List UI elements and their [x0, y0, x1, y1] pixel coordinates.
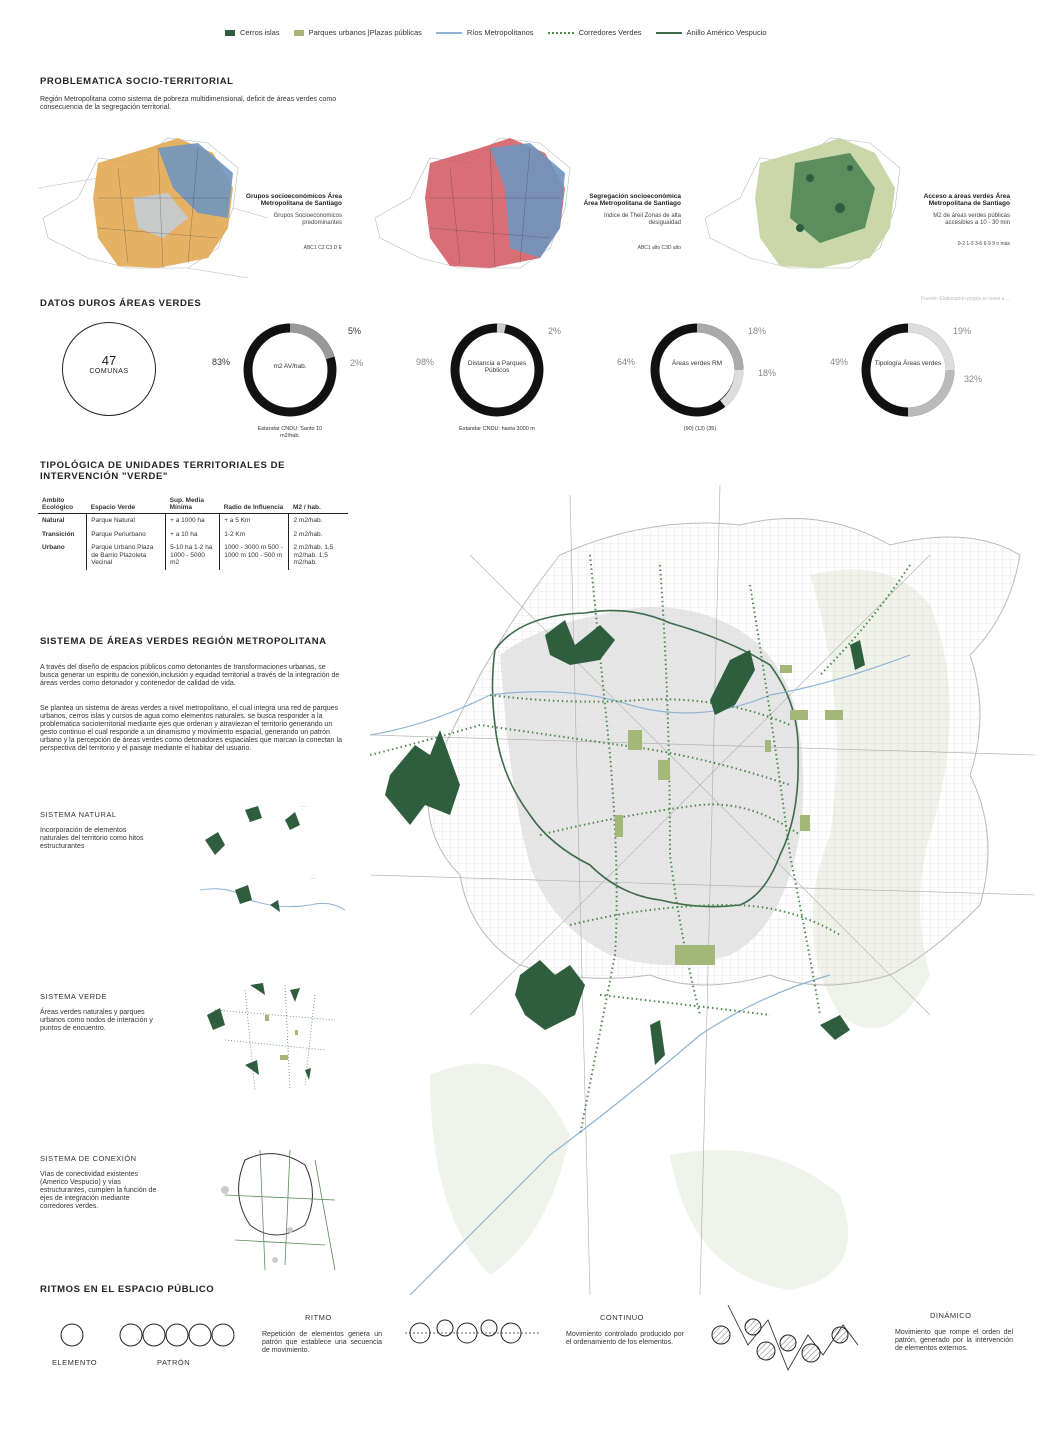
th-radio: Radio de Influencia — [220, 495, 289, 514]
sistema-title: SISTEMA DE ÁREAS VERDES REGIÓN METROPOLITANA — [40, 636, 327, 647]
donut-1-top: 5% — [348, 326, 362, 336]
donut-3-top: 18% — [748, 326, 767, 336]
ritmo-elemento-patron-circles — [55, 1320, 245, 1350]
tipologia-table — [38, 495, 348, 570]
sistema-p2: Se plantea un sistema de áreas verdes a nivel metropolitano, el cual integra una red de parques urbanos, cerros islas y cursos de agua como elementos naturales. se busca responder a la problematica socioterritorial mediante ejes que ordenan y atraviezan el territorio generando un gesto continuo el cual responde a un dinamismo y movimiento espacial, generando un patrón urbano y la percepción de áreas verdes como detonadores espaciales que marcan la conectan la perspectiva del territorio y el paisaje mediante el habitar del usuario. — [40, 705, 342, 752]
donut-m2-av — [240, 320, 340, 420]
ritmo-desc: Repetición de elementos genera un patrón que establece una secuencia de movimiento. — [262, 1331, 382, 1354]
sistema-natural-title: SISTEMA NATURAL — [40, 810, 117, 819]
donut-2-top: 2% — [548, 326, 562, 336]
map-1-legend: ABC1 C2 C3 D E — [303, 245, 342, 251]
donut-1-note: Estandar CNDU: Santo 10 m2/hab. — [257, 426, 323, 439]
ritmo-title: RITMO — [305, 1313, 332, 1322]
dinamico-desc: Movimiento que rompe el orden del patrón, generado por la intervención de elementos externos. — [895, 1329, 1013, 1352]
ritmos-title: RITMOS EN EL ESPACIO PÚBLICO — [40, 1284, 215, 1295]
main-map-region-metropolitana — [370, 455, 1035, 1295]
dinamico-title: DINÁMICO — [930, 1311, 972, 1320]
map-3-legend: 0-2 1-3 3-6 6-9 9 o más — [957, 241, 1010, 247]
donut-1-right: 2% — [350, 358, 364, 368]
donut-3-right: 18% — [758, 368, 777, 378]
th-espacio: Espacio Verde — [87, 495, 166, 514]
datos-source: Fuente: Elaboración propia en base a ... — [921, 296, 1010, 302]
th-m2: M2 / hab. — [289, 495, 348, 514]
svg-text:·····: ····· — [300, 804, 307, 809]
problematica-desc: Región Metropolitana como sistema de pobreza multidimensional, deficit de áreas verdes como consecuencia de la segregación territorial. — [40, 96, 337, 111]
ritmo-patron-label: PATRÓN — [157, 1358, 191, 1367]
donut-2-center: Distancia a Parques Públicos — [467, 360, 527, 374]
legend-item-cerros: Cerros islas — [225, 28, 280, 37]
comunas-circle — [62, 322, 156, 416]
donut-4-right: 32% — [964, 374, 983, 384]
map-legend — [225, 28, 767, 37]
legend-item-parques: Parques urbanos |Plazas públicas — [294, 28, 422, 37]
map-3-sub: M2 de áreas verdes públicas accesibles a 10 - 30 min — [933, 213, 1010, 226]
mini-map-natural — [190, 800, 350, 940]
legend-item-anillo: Anillo Américo Vespucio — [656, 28, 767, 37]
sistema-conexion-desc: Vías de conectividad existentes (Americo Vespucio) y vías estructurantes, cumplen la función de ejes de integración mediante corredores verdes. — [40, 1171, 157, 1210]
mini-map-verde — [195, 980, 345, 1095]
map-2-title: Segregación socioeconómica Área Metropolitana de Santiago — [583, 193, 681, 207]
comunas-number: 47 — [101, 353, 117, 368]
comunas-label: COMUNAS — [89, 368, 129, 375]
donut-4-center: Tipología Áreas verdes — [874, 360, 942, 367]
svg-text:····: ···· — [310, 876, 316, 881]
map-2-sub: Indice de Theil Zonas de alta desigualdad — [604, 213, 681, 226]
sistema-p1: A través del diseño de espacios públicos como detonantes de transformaciones urbanas, se busca generar un espiritu de conexión,inclusión y equidad territorial a través de la integración de áreas verdes como detonador y contenedor de calidad de vida. — [40, 664, 340, 687]
tipologia-title: TIPOLÓGICA DE UNIDADES TERRITORIALES DE INTERVENCIÓN "VERDE" — [40, 460, 286, 482]
table-row: Transición Parque Periurbano + a 10 ha 1-2 Km 2 m2/hab. — [38, 528, 348, 542]
legend-item-corredores: Corredores Verdes — [548, 28, 642, 37]
sistema-natural-desc: Incorporación de elementos naturales del territorio como hitos estructurantes — [40, 827, 144, 850]
donut-2-note: Estandar CNDU: hasta 3000 m — [459, 426, 535, 432]
map-1-title: Grupos socioeconómicos Área Metropolitana de Santiago — [245, 193, 342, 207]
table-row: Urbano Parque Urbano Plaza de Barrio Plazoleta Vecinal 5-10 ha 1-2 ha 1000 - 5000 m2 1000 - 3000 m 500 - 1000 m 100 - 500 m 2 m2/hab. 1,5 m2/hab. 1,5 m2/hab. — [38, 541, 348, 570]
donut-2-left: 98% — [416, 357, 435, 367]
donut-3-center: Áreas verdes RM — [671, 360, 723, 367]
map-1-sub: Grupos Socioeconomicos predominantes — [273, 213, 342, 226]
mini-map-conexion — [205, 1140, 345, 1280]
donut-1-left: 83% — [212, 357, 231, 367]
donut-tipologia — [858, 320, 958, 420]
map-3-title: Acceso a áreas verdes Área Metropolitana de Santiago — [923, 193, 1010, 207]
donut-areas-verdes-rm — [647, 320, 747, 420]
ritmo-dinamico-diagram — [708, 1305, 868, 1375]
ritmo-elemento-label: ELEMENTO — [52, 1358, 98, 1367]
continuo-desc: Movimiento controlado producido por el ordenamiento de los elementos. — [566, 1331, 684, 1346]
problematica-title: PROBLEMATICA SOCIO-TERRITORIAL — [40, 76, 234, 87]
ritmo-continuo-diagram — [405, 1318, 540, 1348]
donut-3-left: 64% — [617, 357, 636, 367]
donut-1-center: m2 AV/hab. — [273, 363, 307, 370]
datos-title: DATOS DUROS ÁREAS VERDES — [40, 298, 202, 309]
sistema-verde-desc: Áreas verdes naturales y parques urbanos como nodos de interación y puntos de encuentro. — [40, 1009, 153, 1032]
donut-3-note: (90) (13) (35) — [683, 426, 717, 432]
map-2-legend: ABC1 alto C3D alto — [637, 245, 681, 251]
sistema-verde-title: SISTEMA VERDE — [40, 992, 107, 1001]
th-ambito: Ambito Ecológico — [38, 495, 87, 514]
legend-item-rios: Ríos Metropolitanos — [436, 28, 534, 37]
sistema-conexion-title: SISTEMA DE CONEXIÓN — [40, 1154, 137, 1163]
table-row: Natural Parque Natural + a 1000 ha + a 5 Km 2 m2/hab. — [38, 514, 348, 528]
continuo-title: CONTINUO — [600, 1313, 644, 1322]
donut-4-left: 49% — [830, 357, 849, 367]
donut-4-top: 19% — [953, 326, 972, 336]
th-sup: Sup. Media Mínima — [166, 495, 220, 514]
